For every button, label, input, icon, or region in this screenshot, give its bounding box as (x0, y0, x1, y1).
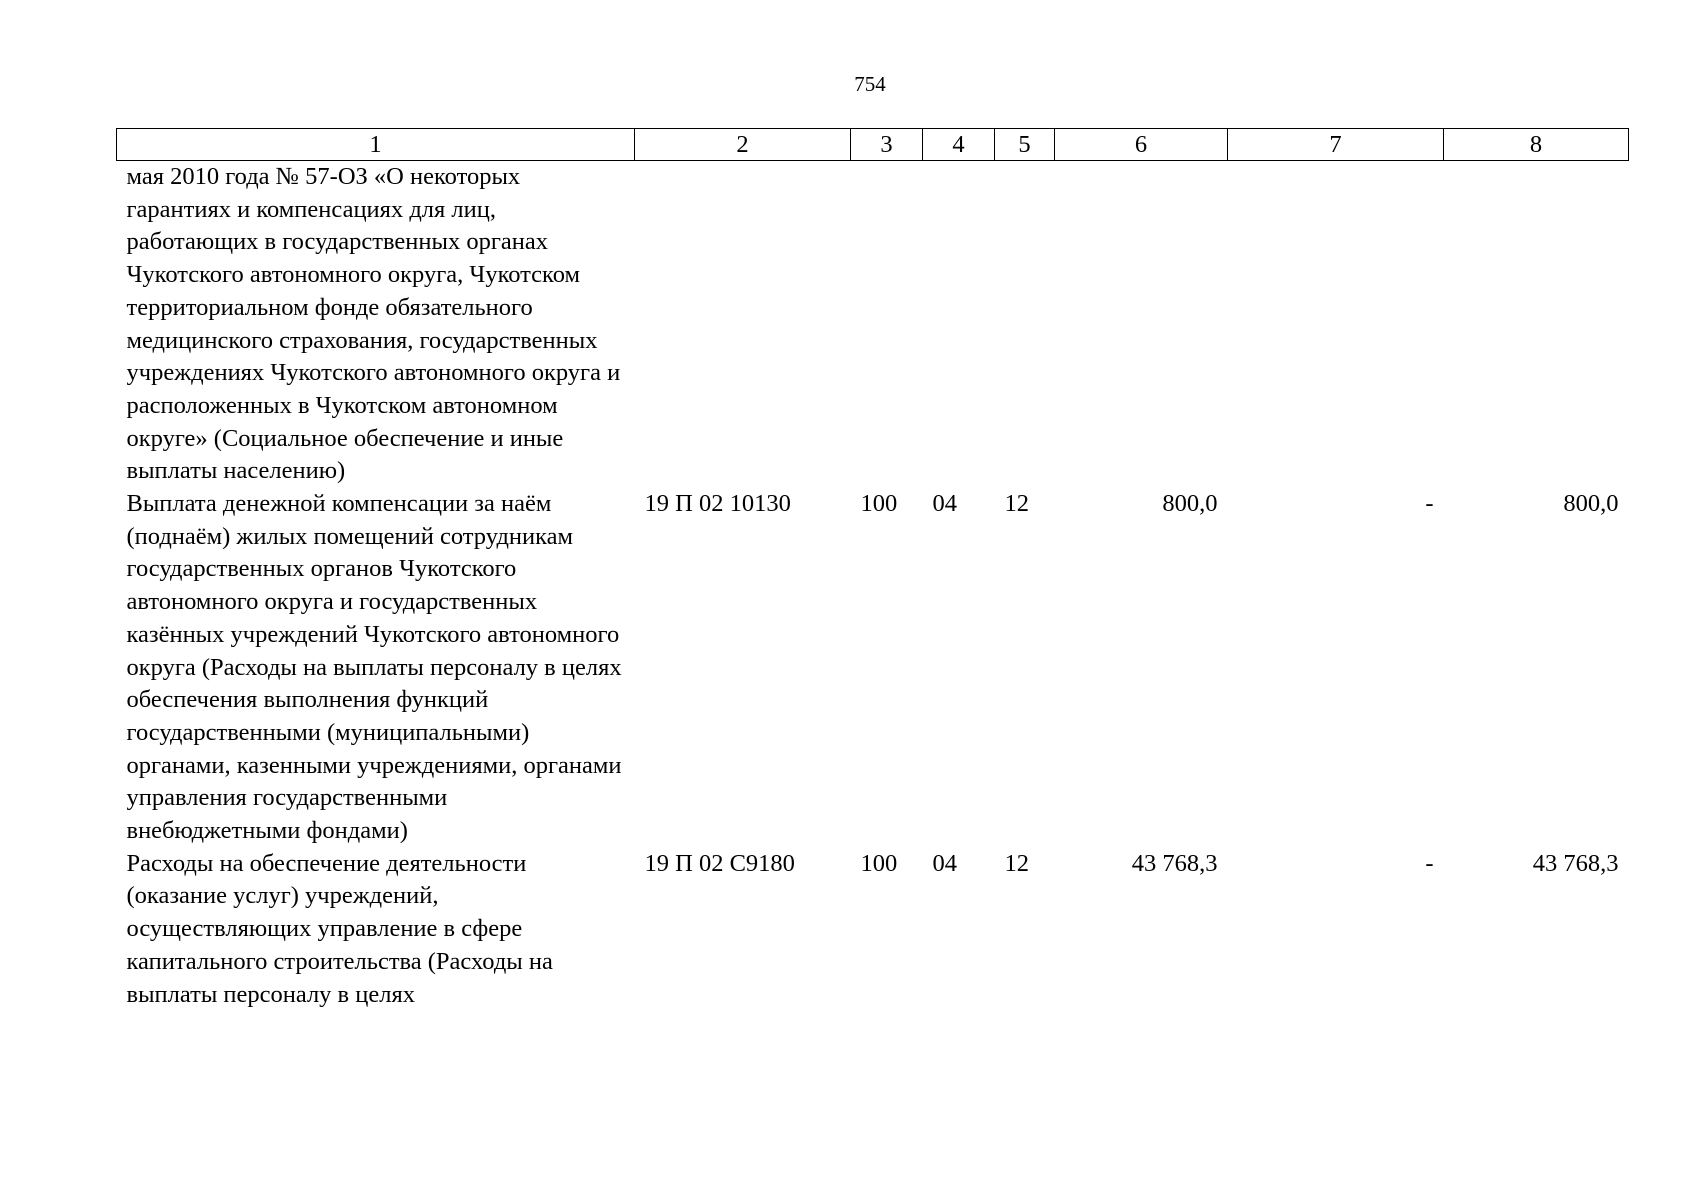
row-amount-6: 43 768,3 (1131, 849, 1218, 877)
row-target-code: 19 П 02 С9180 (644, 849, 795, 877)
row-amount-7: - (1425, 849, 1434, 877)
row-amount-6 (1055, 161, 1228, 489)
header-col-2: 2 (635, 129, 851, 161)
row-expense-type (851, 161, 923, 489)
table-row (117, 488, 1629, 848)
row-section (923, 161, 995, 489)
row-section: 04 (932, 849, 957, 877)
row-subsection: 12 (1004, 490, 1029, 518)
header-row (117, 129, 1629, 161)
row-name: Выплата денежной компенсации за наём (поднаём) жилых помещений сотрудникам государственных органов Чукотского автономного округа и государственных казённых учреждений Чукотского автономного округа (Расходы на выплаты персоналу в целях обеспечения выполнения функций государственными (муниципальными) органами, казенными учреждениями, органами управления государственными внебюджетными фондами) (126, 490, 622, 845)
row-subsection: 12 (1004, 849, 1029, 877)
table-row (117, 161, 1629, 489)
page-number: 754 (854, 72, 886, 96)
row-amount-6: 800,0 (1162, 490, 1218, 518)
header-col-5: 5 (995, 129, 1055, 161)
header-col-4: 4 (923, 129, 995, 161)
table-row (117, 848, 1629, 1012)
budget-table (116, 128, 1629, 1011)
row-name: мая 2010 года № 57-ОЗ «О некоторых гарантиях и компенсациях для лиц, работающих в государственных органах Чукотского автономного округа, Чукотском территориальном фонде обязательного медицинского страхования, государственных учреждениях Чукотского автономного округа и расположенных в Чукотском автономном округе» (Социальное обеспечение и иные выплаты населению) (126, 163, 621, 485)
row-amount-8: 43 768,3 (1532, 849, 1619, 877)
row-amount-7: - (1425, 490, 1434, 518)
row-expense-type: 100 (860, 490, 898, 518)
header-col-6: 6 (1055, 129, 1228, 161)
row-name: Расходы на обеспечение деятельности (оказание услуг) учреждений, осуществляющих управление в сфере капитального строительства (Расходы на выплаты персоналу в целях (126, 849, 553, 1008)
header-col-3: 3 (851, 129, 923, 161)
row-subsection (995, 161, 1055, 489)
header-col-1: 1 (117, 129, 635, 161)
header-col-8: 8 (1444, 129, 1629, 161)
row-amount-7 (1228, 161, 1444, 489)
header-col-7: 7 (1228, 129, 1444, 161)
row-target-code (635, 161, 851, 489)
row-amount-8 (1444, 161, 1629, 489)
row-amount-8: 800,0 (1563, 490, 1619, 518)
row-section: 04 (932, 490, 957, 518)
row-expense-type: 100 (860, 849, 898, 877)
row-target-code: 19 П 02 10130 (644, 490, 791, 518)
